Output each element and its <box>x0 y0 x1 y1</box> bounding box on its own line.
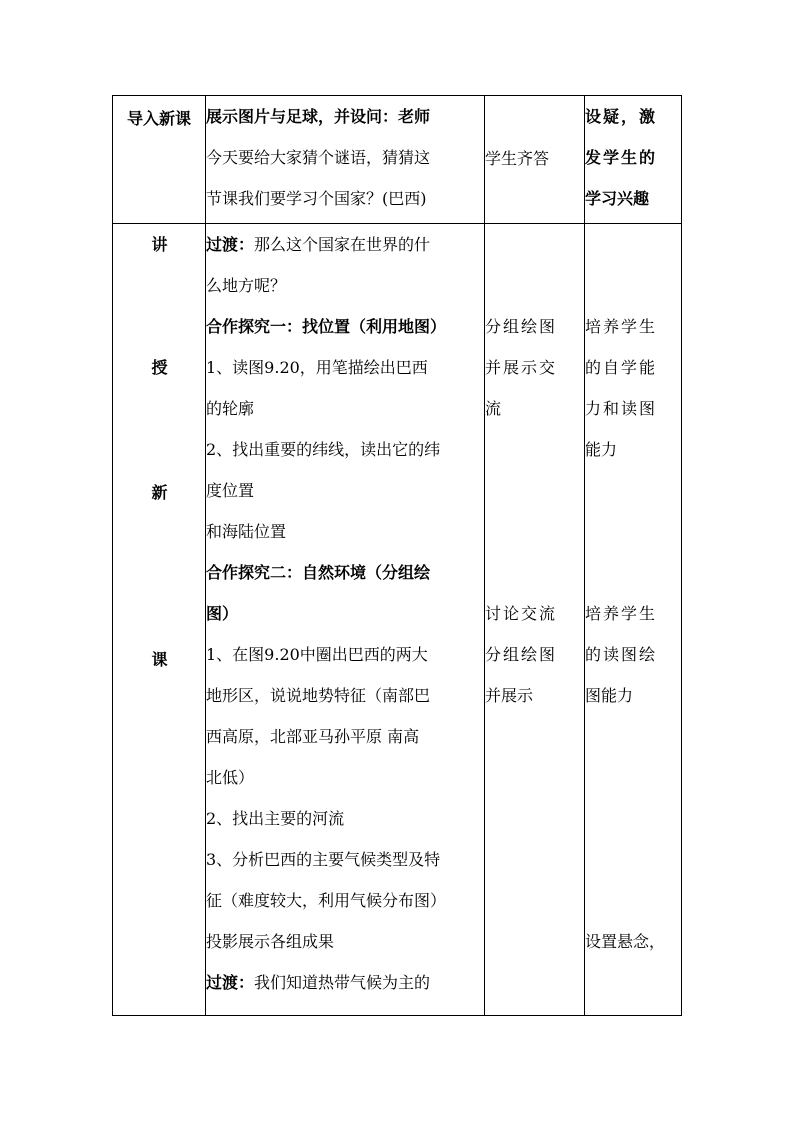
content-line: 展示图片与足球，并设问：老师 <box>206 107 431 126</box>
content-cell <box>206 96 485 224</box>
student-line: 分组绘图 <box>485 645 558 664</box>
intent-line: 培养学生 <box>585 604 658 623</box>
intent-line: 力和读图 <box>585 399 658 418</box>
transition-text: 我们知道热带气候为主的 <box>254 973 431 992</box>
lesson-plan-table <box>112 95 682 1016</box>
stage-cell <box>113 224 206 1016</box>
student-line: 讨论交流 <box>485 604 558 623</box>
section-title: 图） <box>206 604 239 623</box>
intent-line: 的自学能 <box>585 358 658 377</box>
intent-block <box>585 470 681 716</box>
content-line: 么地方呢？ <box>206 276 287 295</box>
intent-line: 学习兴趣 <box>585 189 650 208</box>
intent-line: 设疑，激 <box>585 107 658 126</box>
stage-vertical-label <box>113 224 205 1015</box>
student-line: 并展示 <box>485 686 534 705</box>
intent-line: 设置悬念， <box>585 932 666 951</box>
student-cell <box>485 96 585 224</box>
content-line: 和海陆位置 <box>206 522 287 541</box>
stage-label: 导入新课 <box>126 109 191 128</box>
student-block <box>485 224 584 429</box>
content-line: 1、在图9.20中圈出巴西的两大 <box>206 645 428 664</box>
intent-line: 能力 <box>585 440 618 459</box>
section-title: 合作探究二：自然环境（分组绘 <box>206 563 431 582</box>
intent-block <box>585 224 681 470</box>
student-line: 分组绘图 <box>485 317 558 336</box>
content-line: 2、找出重要的纬线，读出它的纬 <box>206 440 441 459</box>
content-line: 今天要给大家猜个谜语，猜猜这 <box>206 148 431 167</box>
content-line: 北低） <box>206 768 255 787</box>
stage-char: 授 <box>151 358 168 377</box>
intent-line: 的读图绘 <box>585 645 658 664</box>
student-line: 并展示交 <box>485 358 558 377</box>
content-line: 的轮廓 <box>206 399 255 418</box>
stage-char: 课 <box>151 650 168 669</box>
student-cell <box>485 224 585 1016</box>
content-line: 地形区，说说地势特征（南部巴 <box>206 686 431 705</box>
student-activity: 学生齐答 <box>485 149 550 168</box>
content-line: 度位置 <box>206 481 255 500</box>
content-line <box>206 962 484 1003</box>
section-title: 合作探究一：找位置（利用地图） <box>206 317 447 336</box>
intent-line: 培养学生 <box>585 317 658 336</box>
transition-text: 那么这个国家在世界的什 <box>254 235 431 254</box>
intent-block <box>585 716 681 962</box>
table-row <box>113 96 682 224</box>
intent-cell <box>585 96 682 224</box>
content-line: 2、找出主要的河流 <box>206 809 345 828</box>
student-line: 流 <box>485 399 502 418</box>
intent-cell <box>585 224 682 1016</box>
intent-line: 发学生的 <box>585 148 658 167</box>
stage-char: 讲 <box>151 235 168 254</box>
content-line: 1、读图9.20，用笔描绘出巴西 <box>206 358 428 377</box>
content-line: 3、分析巴西的主要气候类型及特 <box>206 850 441 869</box>
transition-label: 过渡： <box>206 235 255 254</box>
transition-label: 过渡： <box>206 973 255 992</box>
content-line: 西高原，北部亚马孙平原 南高 <box>206 727 420 746</box>
content-line: 投影展示各组成果 <box>206 932 335 951</box>
stage-cell <box>113 96 206 224</box>
content-line <box>206 224 484 265</box>
intent-line: 图能力 <box>585 686 634 705</box>
table-row <box>113 224 682 1016</box>
content-line: 征（难度较大，利用气候分布图） <box>206 891 447 910</box>
student-block <box>485 429 584 716</box>
stage-char: 新 <box>151 483 168 502</box>
content-line: 节课我们要学习个国家？(巴西) <box>206 189 427 208</box>
content-cell <box>206 224 485 1016</box>
